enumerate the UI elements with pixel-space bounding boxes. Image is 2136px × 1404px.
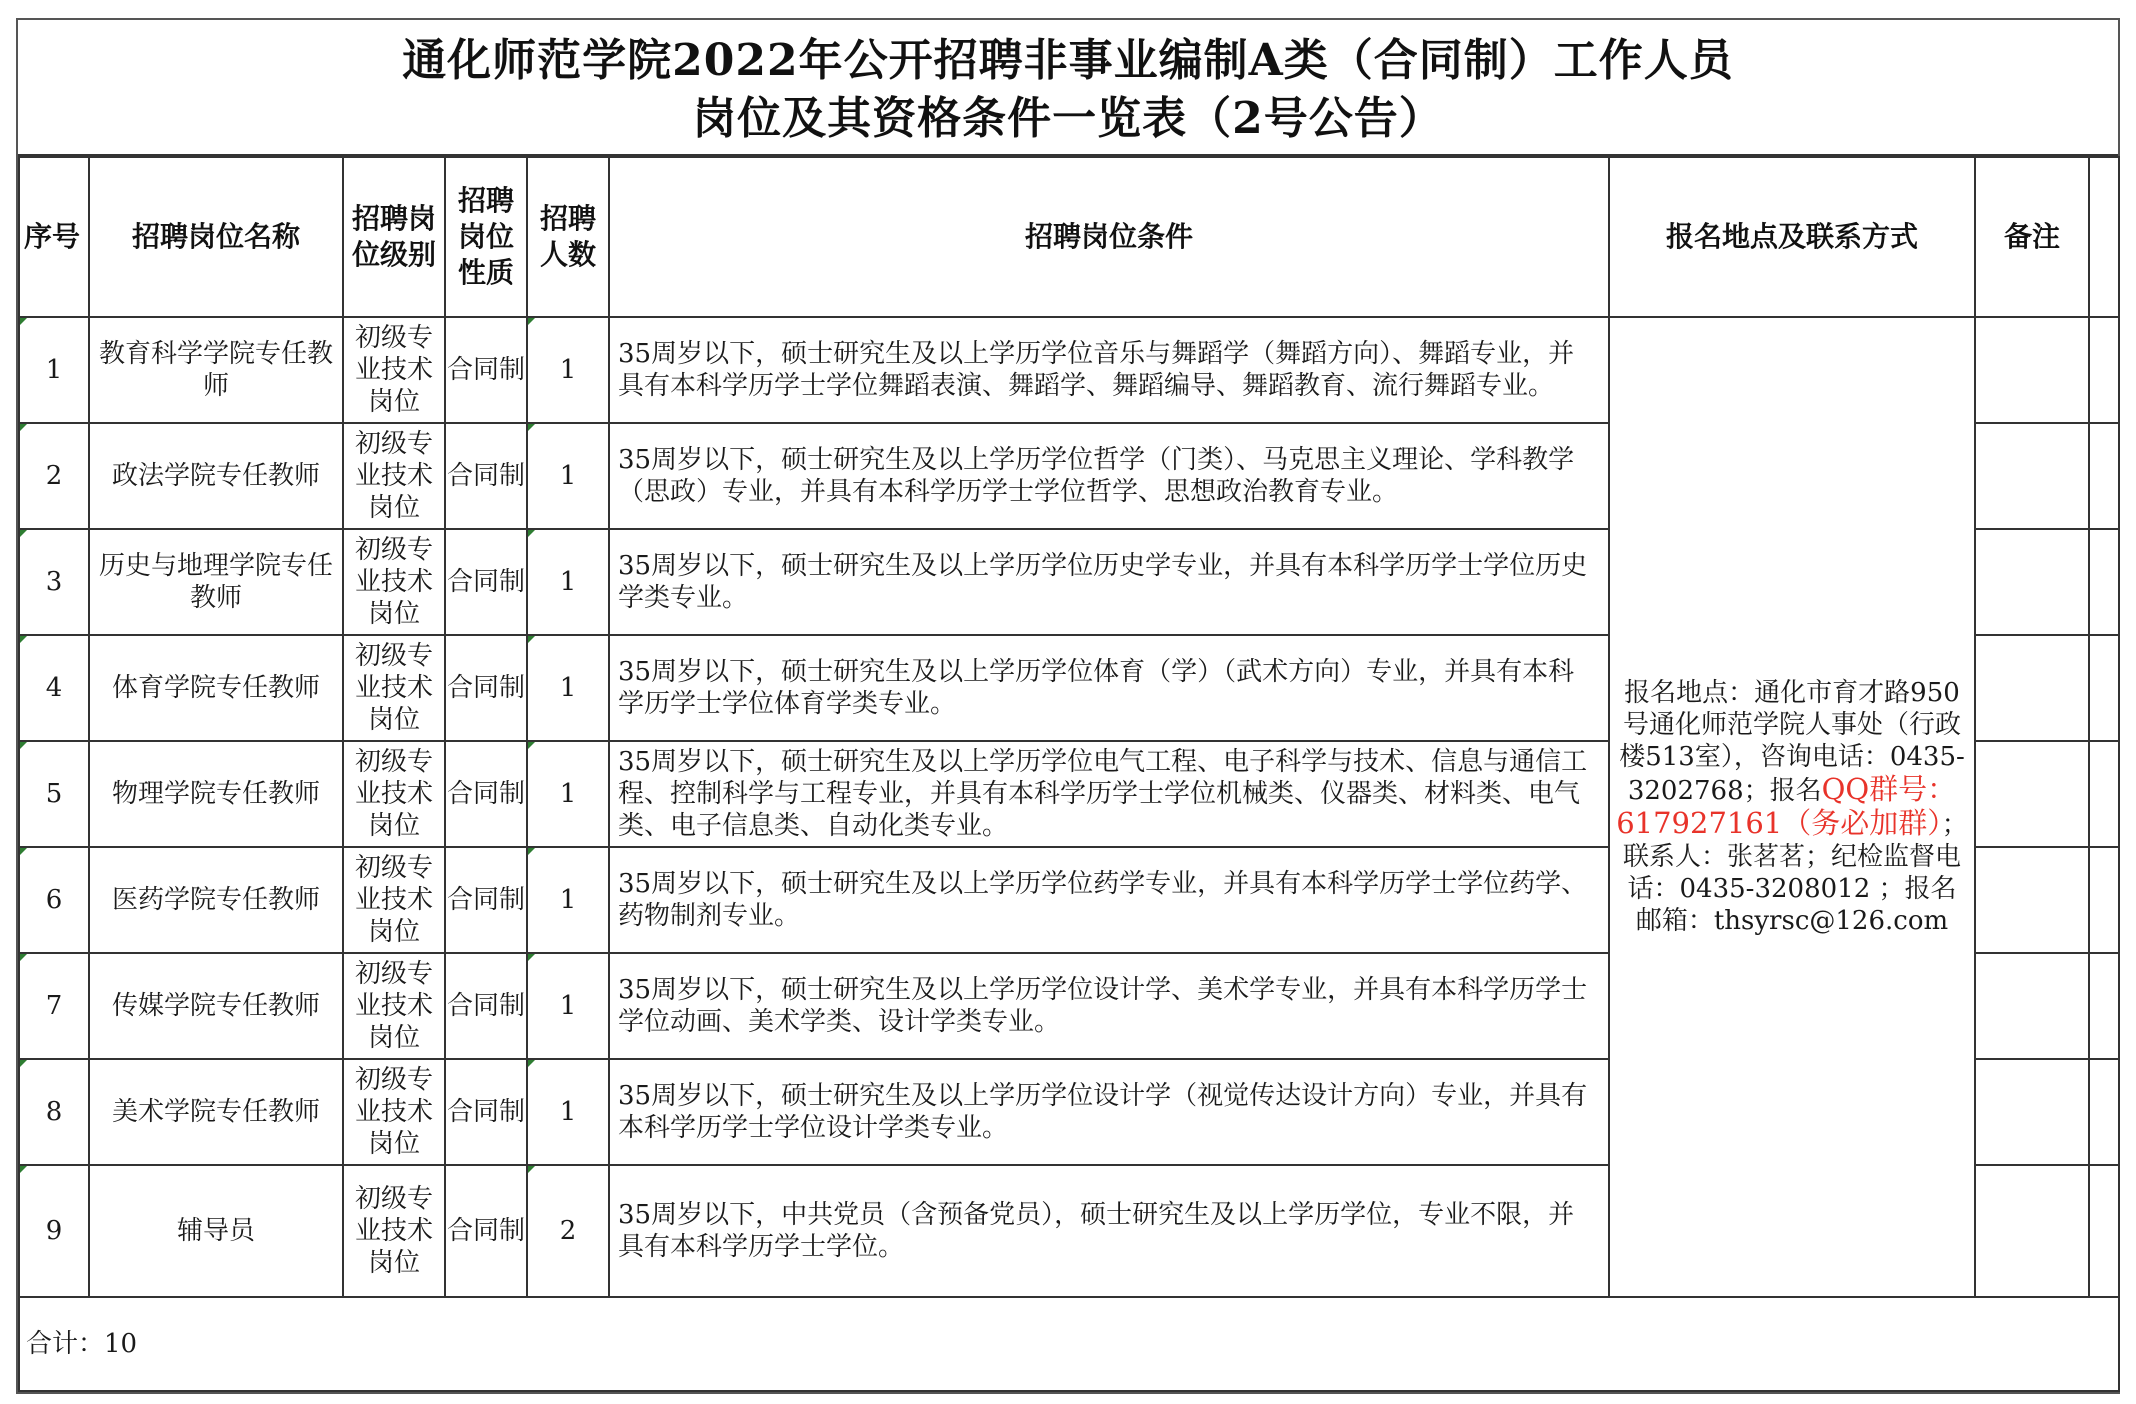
header-contact: 报名地点及联系方式	[1609, 157, 1975, 317]
row-nature	[445, 1059, 527, 1165]
cell-marker-icon	[20, 636, 27, 643]
positions-table	[18, 156, 2120, 1392]
row-conditions	[609, 423, 1609, 529]
row-level-text: 初级专业技术岗位	[354, 1065, 433, 1159]
row-conditions	[609, 635, 1609, 741]
row-blank	[2089, 1165, 2119, 1297]
cell-marker-icon	[528, 424, 535, 431]
row-conditions-text: 35周岁以下，硕士研究生及以上学历学位音乐与舞蹈学（舞蹈方向）、舞蹈专业，并具有本科学历学士学位舞蹈表演、舞蹈学、舞蹈编导、舞蹈教育、流行舞蹈专业。	[618, 339, 1575, 401]
row-level-text: 初级专业技术岗位	[354, 853, 433, 947]
row-blank	[2089, 1059, 2119, 1165]
row-seq	[19, 635, 89, 741]
row-name-text: 教育科学学院专任教师	[98, 339, 333, 401]
row-conditions-text: 35周岁以下，硕士研究生及以上学历学位体育（学）（武术方向）专业，并具有本科学历学士学位体育学类专业。	[618, 657, 1575, 719]
row-level-text: 初级专业技术岗位	[354, 1184, 433, 1278]
row-level	[343, 847, 445, 953]
row-count-text: 1	[559, 991, 577, 1021]
row-remark	[1975, 635, 2089, 741]
row-nature-text: 合同制	[446, 779, 525, 809]
row-nature	[445, 953, 527, 1059]
row-blank	[2089, 741, 2119, 847]
cell-marker-icon	[20, 1060, 27, 1067]
row-count-text: 1	[559, 885, 577, 915]
row-nature	[445, 847, 527, 953]
header-seq: 序号	[19, 157, 89, 317]
row-conditions-text: 35周岁以下，中共党员（含预备党员），硕士研究生及以上学历学位，专业不限，并具有本科学历学士学位。	[618, 1200, 1575, 1262]
row-nature	[445, 635, 527, 741]
cell-marker-icon	[528, 318, 535, 325]
row-level-text: 初级专业技术岗位	[354, 323, 433, 417]
table-body	[19, 317, 2119, 1297]
row-remark	[1975, 1165, 2089, 1297]
row-nature	[445, 423, 527, 529]
row-name-text: 体育学院专任教师	[111, 673, 320, 703]
row-nature-text: 合同制	[446, 991, 525, 1021]
header-blank	[2089, 157, 2119, 317]
row-nature	[445, 1165, 527, 1297]
row-conditions	[609, 1059, 1609, 1165]
row-nature	[445, 529, 527, 635]
cell-marker-icon	[20, 742, 27, 749]
row-conditions	[609, 529, 1609, 635]
cell-marker-icon	[20, 954, 27, 961]
row-seq	[19, 1059, 89, 1165]
row-level-text: 初级专业技术岗位	[354, 535, 433, 629]
row-level	[343, 529, 445, 635]
row-seq-text: 7	[45, 991, 63, 1021]
row-count	[527, 635, 609, 741]
row-nature-text: 合同制	[446, 1216, 525, 1246]
table-row	[19, 317, 2119, 423]
row-seq-text: 1	[45, 355, 63, 385]
row-remark	[1975, 317, 2089, 423]
row-name	[89, 423, 343, 529]
row-seq-text: 5	[45, 779, 63, 809]
row-seq-text: 8	[45, 1097, 63, 1127]
page-title-line-2: 岗位及其资格条件一览表（2号公告）	[692, 93, 1444, 144]
cell-marker-icon	[528, 742, 535, 749]
row-nature-text: 合同制	[446, 567, 525, 597]
row-name	[89, 847, 343, 953]
row-level-text: 初级专业技术岗位	[354, 429, 433, 523]
row-blank	[2089, 953, 2119, 1059]
header-conditions: 招聘岗位条件	[609, 157, 1609, 317]
cell-marker-icon	[20, 1166, 27, 1173]
row-seq	[19, 953, 89, 1059]
cell-marker-icon	[528, 1060, 535, 1067]
row-level-text: 初级专业技术岗位	[354, 641, 433, 735]
row-name	[89, 741, 343, 847]
contact-address: 报名地点：通化市育才路950号通化师范学院人事处（行政楼513室），咨询电话：0435-3202768；报名	[1619, 678, 1965, 806]
row-level-text: 初级专业技术岗位	[354, 959, 433, 1053]
row-remark	[1975, 1059, 2089, 1165]
row-name-text: 传媒学院专任教师	[111, 991, 320, 1021]
row-name-text: 美术学院专任教师	[111, 1097, 320, 1127]
row-level	[343, 741, 445, 847]
row-blank	[2089, 317, 2119, 423]
row-blank	[2089, 847, 2119, 953]
row-level	[343, 317, 445, 423]
row-name	[89, 1059, 343, 1165]
recruitment-sheet	[16, 18, 2120, 1394]
header-nature: 招聘岗位性质	[445, 157, 527, 317]
row-conditions-text: 35周岁以下，硕士研究生及以上学历学位设计学（视觉传达设计方向）专业，并具有本科学历学士学位设计学类专业。	[618, 1081, 1588, 1143]
row-nature-text: 合同制	[446, 885, 525, 915]
row-count	[527, 1165, 609, 1297]
cell-marker-icon	[528, 848, 535, 855]
cell-marker-icon	[528, 636, 535, 643]
row-conditions-text: 35周岁以下，硕士研究生及以上学历学位电气工程、电子科学与技术、信息与通信工程、控制科学与工程专业，并具有本科学历学士学位机械类、仪器类、材料类、电气类、电子信息类、自动化类专业。	[618, 747, 1588, 841]
row-seq	[19, 1165, 89, 1297]
row-nature-text: 合同制	[446, 461, 525, 491]
row-conditions-text: 35周岁以下，硕士研究生及以上学历学位哲学（门类）、马克思主义理论、学科教学（思政）专业，并具有本科学历学士学位哲学、思想政治教育专业。	[618, 445, 1575, 507]
cell-marker-icon	[20, 530, 27, 537]
title-block	[18, 20, 2118, 156]
row-name-text: 政法学院专任教师	[111, 461, 320, 491]
row-seq	[19, 529, 89, 635]
row-nature	[445, 317, 527, 423]
row-seq-text: 9	[45, 1216, 63, 1246]
header-remark: 备注	[1975, 157, 2089, 317]
row-count	[527, 317, 609, 423]
header-count: 招聘人数	[527, 157, 609, 317]
row-count-text: 2	[559, 1216, 577, 1246]
total-cell: 合计：10	[19, 1297, 2119, 1391]
row-name	[89, 317, 343, 423]
row-nature-text: 合同制	[446, 1097, 525, 1127]
cell-marker-icon	[528, 530, 535, 537]
row-conditions	[609, 317, 1609, 423]
row-conditions-text: 35周岁以下，硕士研究生及以上学历学位设计学、美术学专业，并具有本科学历学士学位动画、美术学类、设计学类专业。	[618, 975, 1588, 1037]
row-remark	[1975, 741, 2089, 847]
row-conditions	[609, 741, 1609, 847]
row-count	[527, 953, 609, 1059]
header-row	[19, 157, 2119, 317]
row-count	[527, 423, 609, 529]
row-nature-text: 合同制	[446, 673, 525, 703]
row-seq-text: 4	[45, 673, 63, 703]
cell-marker-icon	[20, 424, 27, 431]
row-seq	[19, 317, 89, 423]
row-remark	[1975, 847, 2089, 953]
row-seq-text: 6	[45, 885, 63, 915]
row-name-text: 医药学院专任教师	[111, 885, 320, 915]
contact-cell	[1609, 317, 1975, 1297]
row-nature-text: 合同制	[446, 355, 525, 385]
row-count	[527, 1059, 609, 1165]
row-conditions	[609, 1165, 1609, 1297]
row-seq-text: 3	[45, 567, 63, 597]
row-conditions	[609, 953, 1609, 1059]
row-name-text: 历史与地理学院专任教师	[98, 551, 333, 613]
row-count-text: 1	[559, 355, 577, 385]
header-name: 招聘岗位名称	[89, 157, 343, 317]
row-name	[89, 635, 343, 741]
row-conditions-text: 35周岁以下，硕士研究生及以上学历学位药学专业，并具有本科学历学士学位药学、药物制剂专业。	[618, 869, 1588, 931]
row-nature	[445, 741, 527, 847]
contact-details: ；联系人：张茗茗；纪检监督电话：0435-3208012 ；报名邮箱：thsyrsc@126.com	[1622, 810, 1968, 936]
row-level	[343, 423, 445, 529]
row-remark	[1975, 529, 2089, 635]
row-count	[527, 529, 609, 635]
cell-marker-icon	[528, 1166, 535, 1173]
cell-marker-icon	[528, 954, 535, 961]
row-remark	[1975, 423, 2089, 529]
row-name	[89, 953, 343, 1059]
row-count-text: 1	[559, 673, 577, 703]
row-seq	[19, 423, 89, 529]
row-name	[89, 1165, 343, 1297]
row-blank	[2089, 529, 2119, 635]
row-count-text: 1	[559, 461, 577, 491]
row-level-text: 初级专业技术岗位	[354, 747, 433, 841]
row-seq	[19, 847, 89, 953]
cell-marker-icon	[20, 848, 27, 855]
row-remark	[1975, 953, 2089, 1059]
row-count-text: 1	[559, 567, 577, 597]
page-title-line-1: 通化师范学院2022年公开招聘非事业编制A类（合同制）工作人员	[402, 35, 1734, 86]
row-blank	[2089, 635, 2119, 741]
qq-group-highlight: QQ群号：617927161（务必加群）	[1616, 772, 1957, 840]
header-level: 招聘岗位级别	[343, 157, 445, 317]
row-level	[343, 1059, 445, 1165]
row-count-text: 1	[559, 779, 577, 809]
row-count	[527, 847, 609, 953]
total-row	[19, 1297, 2119, 1391]
row-name-text: 辅导员	[176, 1216, 255, 1246]
row-count	[527, 741, 609, 847]
cell-marker-icon	[20, 318, 27, 325]
row-conditions	[609, 847, 1609, 953]
row-name	[89, 529, 343, 635]
row-blank	[2089, 423, 2119, 529]
row-level	[343, 1165, 445, 1297]
row-seq-text: 2	[45, 461, 63, 491]
row-name-text: 物理学院专任教师	[111, 779, 320, 809]
row-conditions-text: 35周岁以下，硕士研究生及以上学历学位历史学专业，并具有本科学历学士学位历史学类专业。	[618, 551, 1588, 613]
row-seq	[19, 741, 89, 847]
row-level	[343, 635, 445, 741]
row-level	[343, 953, 445, 1059]
row-count-text: 1	[559, 1097, 577, 1127]
